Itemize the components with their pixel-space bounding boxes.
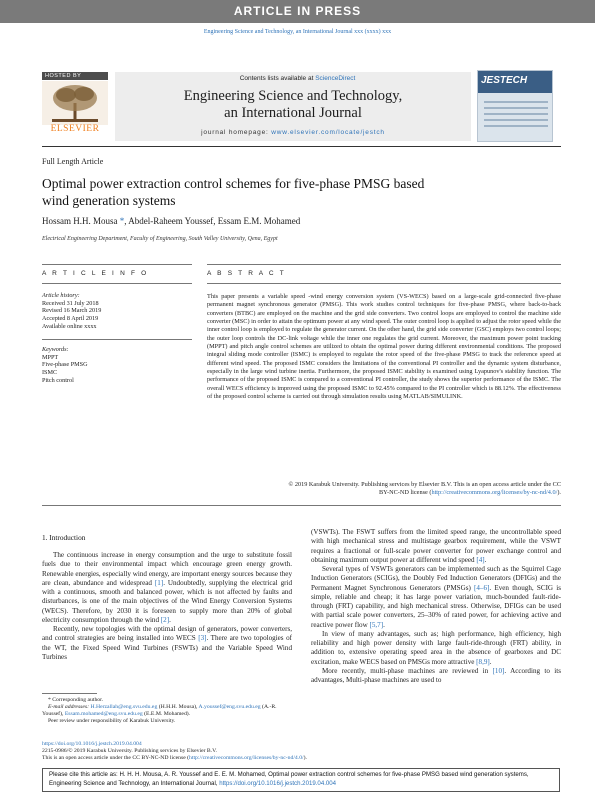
open-access-line — [42, 755, 442, 762]
article-in-press-banner: ARTICLE IN PRESS — [0, 0, 595, 23]
body-right-column — [311, 528, 561, 685]
corresponding-note: * Corresponding author. — [48, 697, 104, 703]
article-title — [42, 175, 522, 209]
copyright-line2 — [207, 489, 561, 497]
text-run: . — [169, 615, 171, 624]
abstract-top-rule — [207, 264, 561, 265]
text-run: . — [489, 657, 492, 666]
title-line2: wind generation systems — [42, 193, 176, 208]
journal-cover-thumbnail — [477, 70, 553, 142]
paragraph — [311, 667, 561, 686]
license-prefix: BY-NC-ND license ( — [379, 489, 432, 497]
citation-box — [42, 768, 560, 792]
doi-link[interactable]: https://doi.org/10.1016/j.jestch.2019.04.004 — [42, 741, 142, 747]
citation-link[interactable]: [3] — [198, 634, 207, 643]
keywords-rule — [42, 339, 192, 340]
paragraph — [311, 630, 561, 667]
email-link[interactable]: Essam.mohamed@eng.svu.edu.eg — [64, 711, 143, 717]
oa-license-link[interactable]: http://creativecommons.org/licenses/by-nc-nd/4.0/ — [189, 754, 304, 761]
text-run: More recently, multi-phase machines are reviewed in — [322, 666, 493, 675]
issn-line: 2215-0986/© 2019 Karabuk University. Publishing services by Elsevier B.V. — [42, 747, 217, 754]
author-1[interactable]: Hossam H.H. Mousa — [42, 216, 118, 226]
footnote-rule — [42, 693, 97, 694]
citation-link[interactable]: [4–6] — [474, 583, 490, 592]
abstract-bottom-rule — [42, 505, 561, 506]
cover-lines — [484, 101, 548, 131]
introduction-heading: 1. Introduction — [42, 533, 86, 542]
homepage-prefix: journal homepage: — [201, 129, 272, 136]
license-suffix: ). — [557, 489, 561, 497]
copyright-line1: © 2019 Karabuk University. Publishing services by Elsevier B.V. This is an open access article under the CC — [288, 481, 561, 488]
keywords — [42, 346, 88, 385]
info-sub-rule — [42, 283, 192, 284]
text-run: . — [383, 620, 385, 629]
citation-link[interactable]: [1] — [154, 578, 164, 587]
citation-text: Please cite this article as: H. H. H. Mousa, A. R. Youssef and E. E. M. Mohamed, Optimal power extraction control schemes for five-phase PMSG based wind generation systems, Engineering Science and Technology, an International Journal, — [49, 771, 529, 787]
cover-label: JESTECH — [481, 75, 528, 86]
contents-prefix: Contents lists available at — [239, 75, 316, 82]
paragraph — [311, 565, 561, 630]
text-run: In view of many advantages, such as; high performance, high efficiency, high reliability and high power density with large fault-ride-through (FRT) ability, in addition to, extensive operating speed area in the absence of gearboxes and DC excitation, make WECS based on PMSGs more attractive — [311, 629, 561, 666]
journal-title-line1: Engineering Science and Technology, — [183, 88, 403, 104]
article-type: Full Length Article — [42, 157, 104, 166]
keywords-label: Keywords: — [42, 346, 69, 353]
keyword-1[interactable]: MPPT — [42, 353, 59, 361]
header-rule — [42, 146, 561, 147]
citation-link[interactable]: [4] — [476, 555, 485, 564]
history-label: Article history: — [42, 292, 80, 299]
citation-doi-link[interactable]: https://doi.org/10.1016/j.jestch.2019.04.004 — [219, 779, 337, 787]
email-link[interactable]: H.Herzallah@eng.svu.edu.eg — [90, 704, 158, 710]
email-owner: (H.H.H. Mousa), — [157, 704, 199, 710]
license-link[interactable]: http://creativecommons.org/licenses/by-nc-nd/4.0/ — [431, 489, 558, 497]
sciencedirect-link[interactable]: ScienceDirect — [315, 75, 356, 82]
peer-review-note: Peer review under responsibility of Karabuk University. — [48, 718, 176, 724]
journal-reference-link[interactable]: Engineering Science and Technology, an International Journal xxx (xxxx) xxx — [203, 29, 392, 35]
info-top-rule — [42, 264, 192, 265]
paragraph — [42, 551, 292, 625]
email-note — [42, 704, 292, 718]
journal-title — [115, 88, 471, 122]
title-line1: Optimal power extraction control schemes for five-phase PMSG based — [42, 176, 425, 191]
paragraph — [42, 625, 292, 662]
homepage-link[interactable]: www.elsevier.com/locate/jestch — [271, 129, 385, 136]
abstract-heading: A B S T R A C T — [207, 270, 286, 277]
body-left-column — [42, 551, 292, 662]
paragraph — [311, 528, 561, 565]
hosted-by-label: HOSTED BY — [42, 72, 108, 80]
text-run: . According to its advantages, Multi-phase machines are used to — [311, 666, 561, 684]
text-run: Several types of VSWTs generators can be implemented such as the Squirrel Cage Induction Generators (SCIGs), the Doubly Fed Induction Generators (DFIGs) and the Permanent Magnet Synchronous Generators (PMSGs) — [311, 565, 561, 592]
citation-link[interactable]: [5,7] — [369, 620, 384, 629]
citation-link[interactable]: [8,9] — [476, 657, 490, 666]
text-run: . Even though, SCIG is simple, reliable and cheap; it has large power variation, much-bounded fault-ride-through (FRT) capability, and high mechanical stress. Otherwise, DFIGs can be used with partial scale power converters, 25–30% of rated power, for achieving active and reactive power flow — [311, 583, 561, 629]
text-run: (VSWTs). The FSWT suffers from the limited speed range, the uncontrollable speed with high mechanical stress and multistage gearbox requirement, while the VSWT requires a fractional or full-scale power converter for power exchange control and obtaining maximum output power at different wind speed — [311, 528, 561, 564]
citation-link[interactable]: [2] — [160, 615, 170, 624]
text-run: The continuous increase in energy consumption and the urge to substitute fossil fuels due to their environmental impact which encourage green energy growth. Renewable energies, especially wind energy, are important energy sources because they are clean, abundance and widespread — [42, 551, 292, 587]
other-authors[interactable]: , Abdel-Raheem Youssef, Essam E.M. Mohamed — [124, 216, 301, 226]
keyword-4[interactable]: Pitch control — [42, 376, 74, 384]
text-run: . There are two topologies of the WT, the Fixed Speed Wind Turbines (FSWTs) and the Variable Speed Wind Turbines — [42, 634, 292, 661]
history-received: Received 31 July 2018 — [42, 299, 99, 307]
text-run: Recently, new topologies with the optimal design of generators, power converters, and control strategies are being installed into WECS — [42, 625, 292, 643]
oa-prefix: This is an open access article under the CC BY-NC-ND license ( — [42, 754, 190, 761]
article-info-heading: A R T I C L E I N F O — [42, 270, 149, 277]
oa-suffix: ). — [303, 754, 307, 761]
affiliation: Electrical Engineering Department, Faculty of Engineering, South Valley University, Qena, Egypt — [42, 236, 278, 242]
journal-homepage — [115, 129, 471, 136]
footnotes — [42, 697, 292, 725]
doi-block — [42, 741, 442, 762]
copyright-notice — [207, 481, 561, 498]
elsevier-logo-text: ELSEVIER — [50, 124, 100, 134]
article-history — [42, 292, 101, 331]
citation-link[interactable]: [10] — [492, 666, 505, 675]
email-owner: (A.-R. Youssef), — [42, 704, 277, 717]
abstract-text: This paper presents a variable speed -wind energy conversion system (VS-WECS) based on a large-scale grid-connected five-phase permanent magnet synchronous generator (PMSG). This work studies control techniques for five-phase PMSG, where back-to-back converters (BTBC) are employed on the machine and the grid side converters. Two control loops are employed to control the machine side converter (MSC) in order to attain the optimum power at any wind speed. The outer control loop is applied to adjust the rotor speed while the inner control loop is employed to regulate the generator current. On the other hand, the grid side converter (GSC) employs two control loops; the outer loop controls the DC-link voltage while the inner one regulates the grid current. Moreover, the maximum power point tracking (MPPT) and pitch angle control schemes are utilized to obtain the optimal power during different environmental conditions. The proposed integral sliding mode controller (ISMC) is employed to regulate the rotor speed of the five-phase PMSG to track the reference speed at different wind speed. The proposed ISMC considers the limitations of the conventional PI controller and the dynamic system disturbance, especially in the large wind turbine inertia. Furthermore, the proposed ISMC stability is examined using Lyapunov's stability function. The performance of the proposed ISMC is compared to a conventional PI controller, the study shows the superior performance of the ISMC. The overall WECS efficiency is improved using the proposed ISMC to 92.45% compared to the PI controller which is 88.12%. The effectiveness of the proposed control scheme is carried out through simulation results using MATLAB/SIMULINK. — [207, 293, 561, 401]
elsevier-tree-icon — [42, 81, 108, 125]
keyword-3[interactable]: ISMC — [42, 369, 58, 377]
corresponding-author-mark[interactable]: * — [117, 216, 125, 226]
history-accepted: Accepted 8 April 2019 — [42, 315, 99, 323]
journal-title-line2: an International Journal — [224, 105, 362, 121]
text-run: . Undoubtedly, supplying the electrical grid with a continuous, smooth and balanced power, which is not affected by faults and disturbances, is one of the main objectives of the Wind Energy Conversion Systems (WECS). Therefore, by 2030 it is foreseen to supply more than 20% of global electricity consumption through the wind — [42, 578, 293, 624]
email-label: E-mail addresses: — [48, 704, 91, 710]
abstract-sub-rule — [207, 283, 561, 284]
text-run: . — [484, 555, 487, 564]
keyword-2[interactable]: Five-phase PMSG — [42, 361, 88, 369]
email-link[interactable]: A.youssef@eng.svu.edu.eg — [198, 704, 261, 710]
author-list — [42, 216, 300, 226]
history-online: Available online xxxx — [42, 322, 97, 330]
history-revised: Revised 16 March 2019 — [42, 307, 102, 315]
email-owner: (E.E.M. Mohamed). — [142, 711, 191, 717]
